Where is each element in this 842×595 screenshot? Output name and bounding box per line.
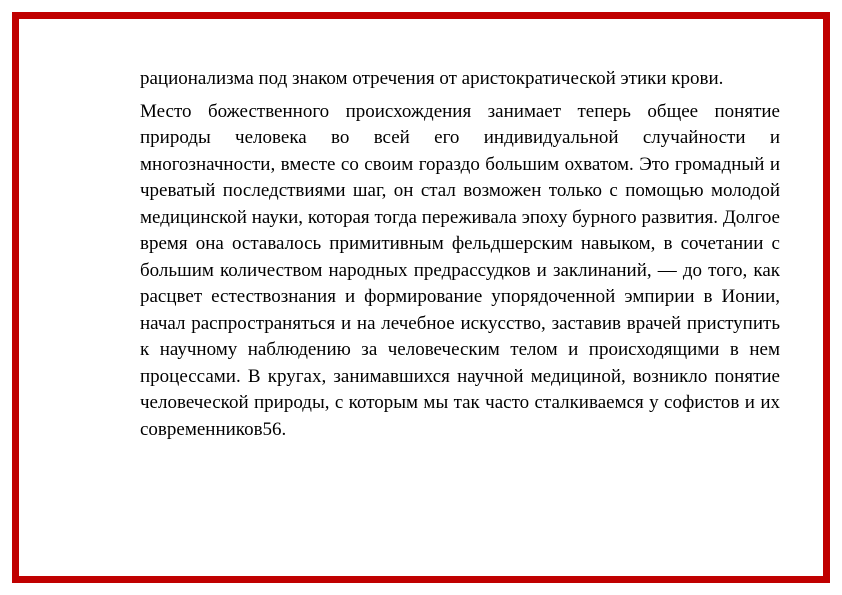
- text-block: [140, 66, 780, 443]
- page-frame: [12, 12, 830, 583]
- paragraph-2: Место божественного происхождения занимает теперь общее понятие природы человека во всей его индивидуальной случайности и многозначности, вместе со своим гораздо большим охватом. Это громадный и чреватый последствиями шаг, он стал возможен только с помощью молодой медицинской науки, которая тогда переживала эпоху бурного развития. Долгое время она оставалось примитивным фельдшерским навыком, в сочетании с большим количеством народных предрассудков и заклинаний, — до того, как расцвет естествознания и формирование упорядоченной эмпирии в Ионии, начал распространяться и на лечебное искусство, заставив врачей приступить к научному наблюдению за человеческим телом и происходящими в нем процессами. В кругах, занимавшихся научной медициной, возникло понятие человеческой природы, с которым мы так часто сталкиваемся у софистов и их современников56.: [140, 100, 780, 440]
- paragraph-1: рационализма под знаком отречения от аристократической этики крови.: [140, 68, 724, 89]
